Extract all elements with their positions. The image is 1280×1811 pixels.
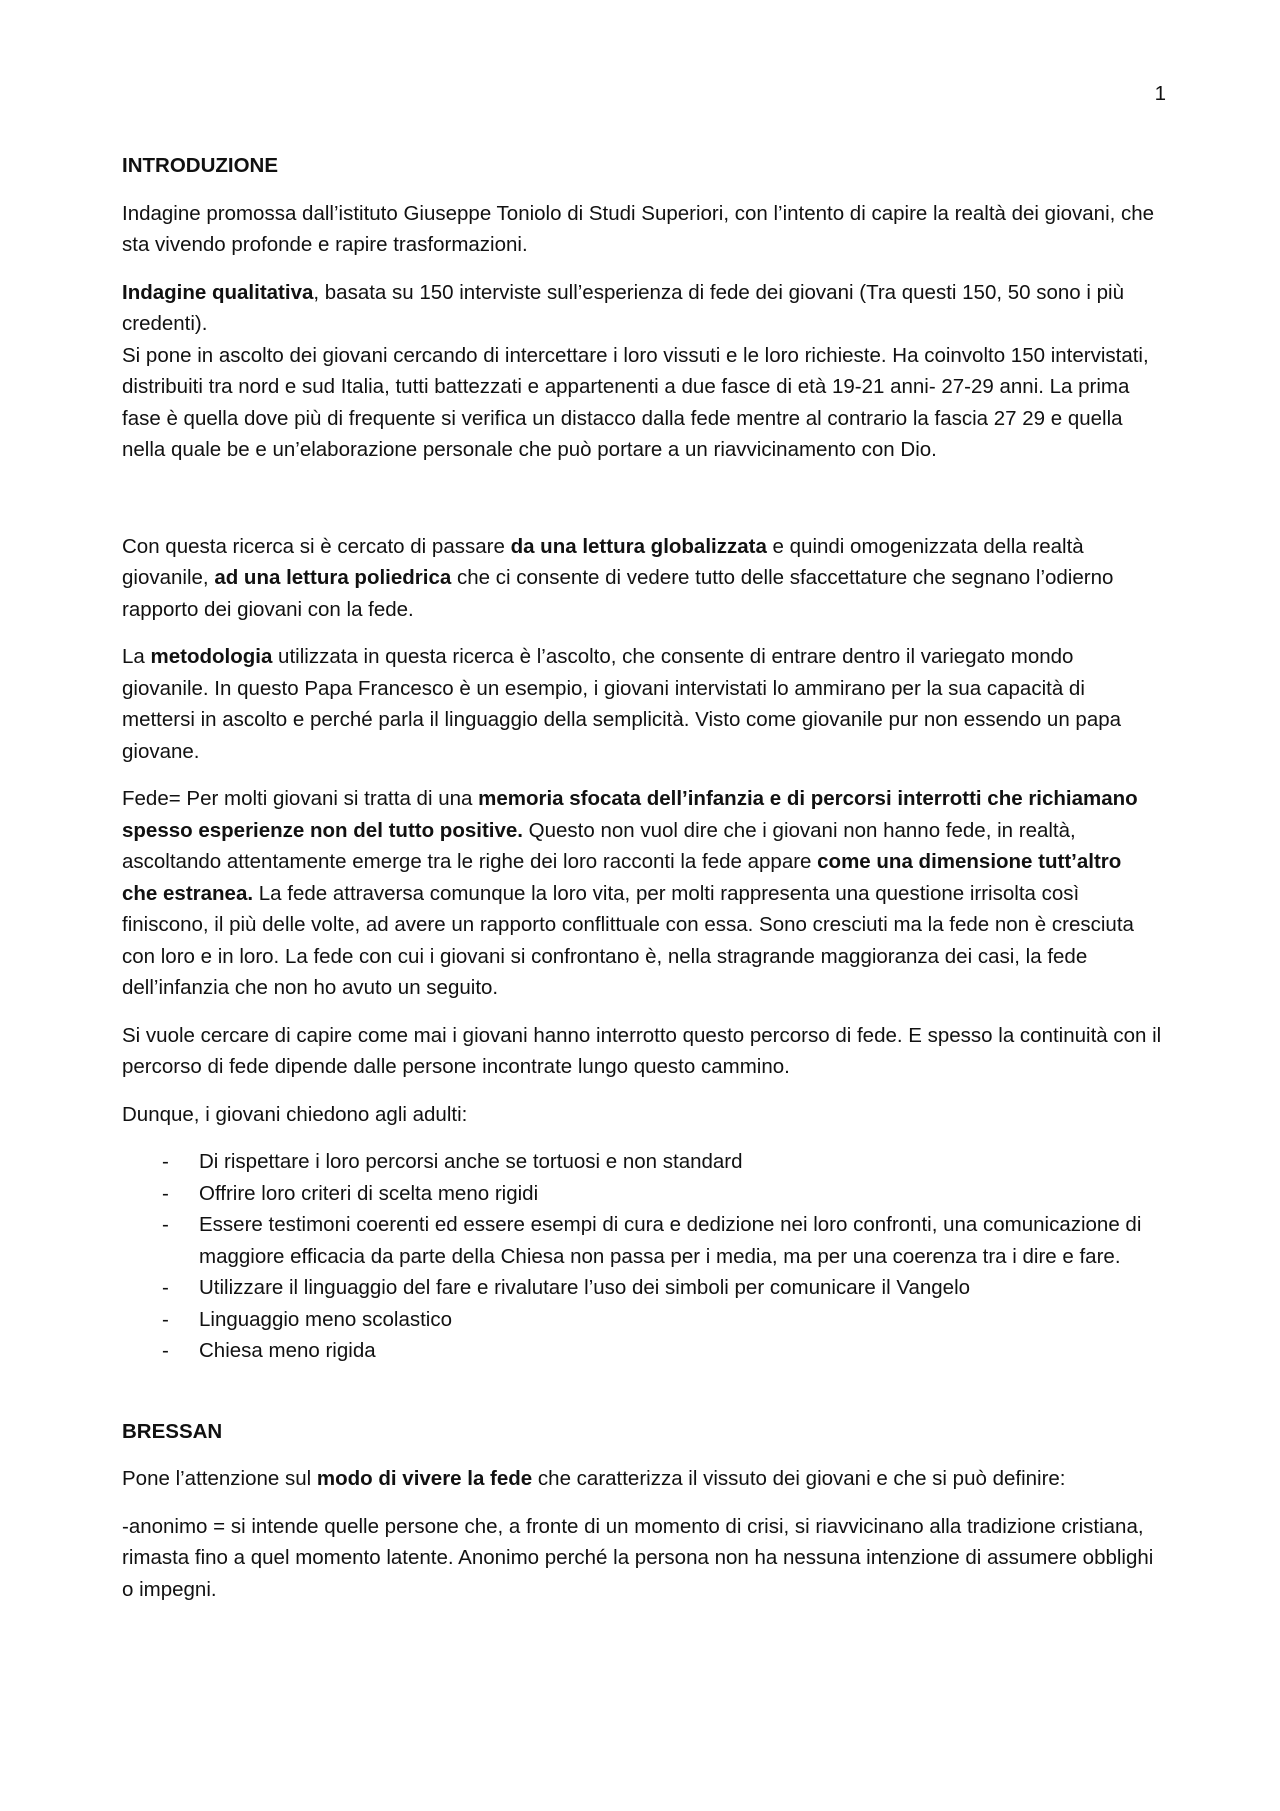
paragraph-indagine-qualitativa	[122, 277, 1162, 340]
list-item	[122, 1146, 1162, 1178]
bold-run: memoria sfocata dell’infanzia e di percorsi interrotti che richiamano spesso esperienze non del tutto positive.	[122, 787, 1138, 842]
list-dash: -	[162, 1307, 169, 1331]
list-dash: -	[162, 1181, 169, 1205]
paragraph-ascolto: Si pone in ascolto dei giovani cercando di intercettare i loro vissuti e le loro richieste. Ha coinvolto 150 intervistati, distribuiti tra nord e sud Italia, tutti battezzati e appartenenti a due fasce di età 19-21 anni- 27-29 anni. La prima fase è quella dove più di frequente si verifica un distacco dalla fede mentre al contrario la fascia 27 29 e quella nella quale be e un’elaborazione personale che può portare a un riavvicinamento con Dio.	[122, 343, 1149, 461]
paragraph-richieste: Dunque, i giovani chiedono agli adulti:	[122, 1102, 468, 1126]
list-item	[122, 1335, 1162, 1367]
bold-run: modo di vivere la fede	[316, 1467, 533, 1490]
bold-run: da una lettura globalizzata	[510, 534, 767, 558]
text-run: Con questa ricerca si è cercato di passare	[122, 534, 511, 558]
list-dash: -	[162, 1339, 169, 1362]
document-body	[122, 150, 1162, 1621]
list-item-text: Chiesa meno rigida	[199, 1339, 376, 1362]
text-run: che ci consente di vedere tutto delle sfaccettature che segnano l’odierno rapporto dei giovani con la fede.	[122, 566, 1114, 621]
section-heading-introduzione: INTRODUZIONE	[122, 154, 279, 177]
text-run: utilizzata in questa ricerca è l’ascolto, che consente di entrare dentro il variegato mondo giovanile. In questo Papa Francesco è un esempio, i giovani intervistati lo ammirano per la sua capacità di mettersi in ascolto e perché parla il linguaggio della semplicità. Visto come giovanile pur non essendo un papa giovane.	[122, 645, 1122, 763]
paragraph-percorso: Si vuole cercare di capire come mai i giovani hanno interrotto questo percorso di fede. E spesso la continuità con il percorso di fede dipende dalle persone incontrate lungo questo cammino.	[122, 1023, 1162, 1078]
text-run: La	[122, 645, 151, 668]
list-item-text: Essere testimoni coerenti ed essere esempi di cura e dedizione nei loro confronti, una comunicazione di maggiore efficacia da parte della Chiesa non passa per i media, ma per una coerenza tra i dire e fare.	[199, 1213, 1142, 1268]
list-dash: -	[162, 1276, 169, 1299]
list-item-text: Linguaggio meno scolastico	[199, 1307, 452, 1331]
section-heading-bressan: BRESSAN	[122, 1419, 223, 1443]
paragraph-anonimo: -anonimo = si intende quelle persone che, a fronte di un momento di crisi, si riavvicinano alla tradizione cristiana, rimasta fino a quel momento latente. Anonimo perché la persona non ha nessuna intenzione di assumere obblighi o impegni.	[122, 1514, 1154, 1601]
paragraph-fede	[122, 783, 1162, 1004]
list-dash: -	[162, 1150, 169, 1173]
requests-list	[122, 1146, 1162, 1367]
list-item	[122, 1304, 1162, 1336]
paragraph-ricerca	[122, 531, 1162, 626]
list-dash: -	[162, 1213, 169, 1236]
bold-run: metodologia	[150, 645, 273, 668]
bold-run: ad una lettura poliedrica	[214, 566, 452, 589]
text-run: Fede= Per molti giovani si tratta di una	[122, 787, 479, 810]
text-run: La fede attraversa comunque la loro vita, per molti rappresenta una questione irrisolta così finiscono, il più delle volte, ad avere un rapporto conflittuale con essa. Sono cresciuti ma la fede non è cresciuta con loro e in loro. La fede con cui i giovani si confrontano è, nella stragrande maggioranza dei casi, la fede dell’infanzia che non ho avuto un seguito.	[122, 881, 1134, 999]
text-run: Pone l’attenzione sul	[122, 1467, 317, 1490]
spacer	[122, 482, 1162, 531]
paragraph-intro: Indagine promossa dall’istituto Giuseppe Toniolo di Studi Superiori, con l’intento di capire la realtà dei giovani, che sta vivendo profonde e rapire trasformazioni.	[122, 201, 1155, 256]
text-run: Questo non vuol dire che i giovani non hanno fede, in realtà, ascoltando attentamente emerge tra le righe dei loro racconti la fede appare	[122, 818, 1076, 873]
bold-run: come una dimensione tutt’altro che estranea.	[122, 850, 1122, 905]
spacer	[122, 1367, 1162, 1416]
list-item-text: Offrire loro criteri di scelta meno rigidi	[199, 1181, 539, 1205]
list-item	[122, 1178, 1162, 1210]
bold-indagine-qualitativa: Indagine qualitativa	[122, 280, 314, 304]
page-number: 1	[1154, 82, 1166, 105]
indagine-text: , basata su 150 interviste sull’esperienza di fede dei giovani (Tra questi 150, 50 sono i più credenti).	[122, 280, 1124, 335]
list-item	[122, 1272, 1162, 1304]
list-item	[122, 1209, 1162, 1272]
text-run: che caratterizza il vissuto dei giovani e che si può definire:	[532, 1467, 1066, 1490]
list-item-text: Di rispettare i loro percorsi anche se tortuosi e non standard	[199, 1150, 743, 1173]
text-run: e quindi omogenizzata della realtà giovanile,	[122, 534, 1084, 589]
paragraph-metodologia	[122, 641, 1162, 767]
paragraph-bressan-intro	[122, 1463, 1162, 1495]
list-item-text: Utilizzare il linguaggio del fare e rivalutare l’uso dei simboli per comunicare il Vangelo	[199, 1276, 971, 1299]
